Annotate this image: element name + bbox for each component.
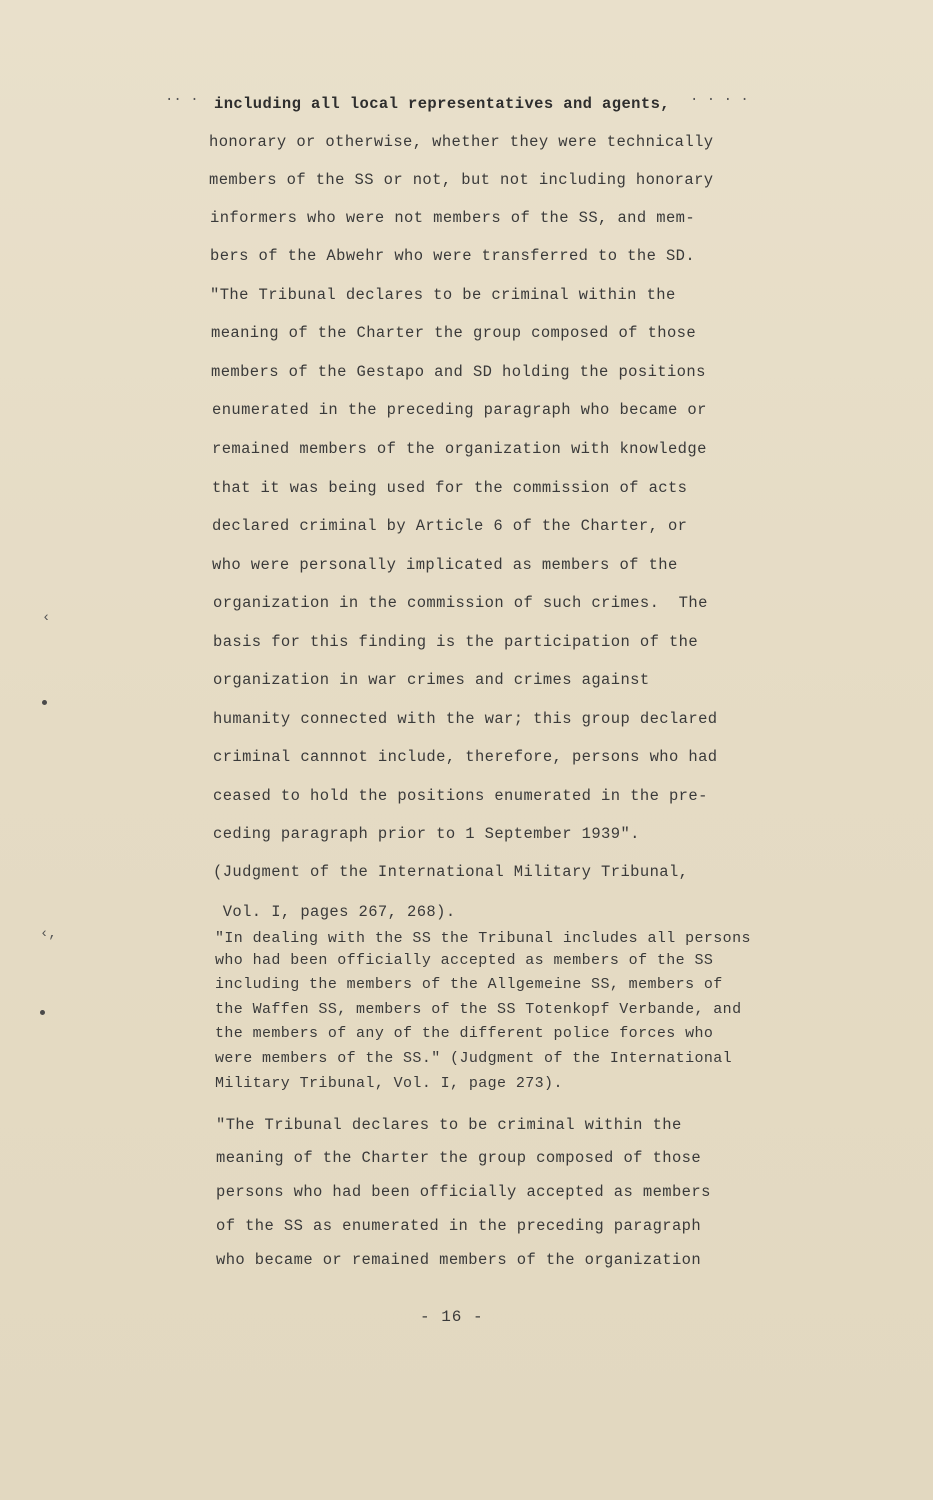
- margin-mark-c: ‹: [42, 610, 51, 626]
- text-line: "The Tribunal declares to be criminal within the: [210, 286, 676, 304]
- text-line: "The Tribunal declares to be criminal within the: [216, 1116, 682, 1134]
- text-line: of the SS as enumerated in the preceding paragraph: [216, 1217, 702, 1235]
- text-line: humanity connected with the war; this group declared: [213, 710, 718, 728]
- text-line: meaning of the Charter the group composed of those: [211, 324, 697, 342]
- text-line: enumerated in the preceding paragraph who became or: [212, 401, 707, 419]
- text-line: bers of the Abwehr who were transferred to the SD.: [210, 247, 696, 265]
- page-number: - 16 -: [420, 1308, 484, 1326]
- text-line: honorary or otherwise, whether they were technically: [209, 133, 714, 151]
- text-line: ceased to hold the positions enumerated in the pre-: [213, 787, 708, 805]
- text-line: including the members of the Allgemeine SS, members of: [215, 976, 723, 993]
- text-line: that it was being used for the commission of acts: [212, 479, 688, 497]
- text-line: who became or remained members of the organization: [216, 1251, 702, 1269]
- text-line: meaning of the Charter the group composed of those: [216, 1149, 702, 1167]
- margin-mark-top-left: ·· ·: [165, 92, 199, 108]
- text-line: remained members of the organization with knowledge: [212, 440, 707, 458]
- text-line: ceding paragraph prior to 1 September 1939".: [213, 825, 640, 843]
- text-line: informers who were not members of the SS, and mem-: [210, 209, 696, 227]
- margin-dot-2: [40, 1010, 45, 1015]
- text-line: who had been officially accepted as members of the SS: [215, 952, 714, 969]
- text-line: the Waffen SS, members of the SS Totenkopf Verbande, and: [215, 1001, 742, 1018]
- text-line: criminal cannnot include, therefore, persons who had: [213, 748, 718, 766]
- text-line: organization in the commission of such crimes. The: [213, 594, 708, 612]
- text-line: basis for this finding is the participation of the: [213, 633, 699, 651]
- text-line: were members of the SS." (Judgment of the International: [215, 1050, 733, 1067]
- text-line: persons who had been officially accepted as members: [216, 1183, 711, 1201]
- margin-mark-comma: ‹,: [40, 926, 57, 942]
- text-line: members of the Gestapo and SD holding the positions: [211, 363, 706, 381]
- text-line: declared criminal by Article 6 of the Charter, or: [212, 517, 688, 535]
- text-line: organization in war crimes and crimes against: [213, 671, 650, 689]
- text-line: Vol. I, pages 267, 268).: [213, 903, 456, 921]
- margin-mark-top-right: · · · ·: [690, 92, 749, 108]
- text-line: who were personally implicated as members of the: [212, 556, 678, 574]
- text-line: "In dealing with the SS the Tribunal includes all persons: [215, 930, 751, 947]
- text-line: Military Tribunal, Vol. I, page 273).: [215, 1075, 563, 1092]
- text-line: (Judgment of the International Military Tribunal,: [213, 863, 689, 881]
- text-line: members of the SS or not, but not including honorary: [209, 171, 714, 189]
- margin-dot-1: [42, 700, 47, 705]
- text-line: including all local representatives and agents,: [214, 95, 680, 113]
- text-line: the members of any of the different police forces who: [215, 1025, 714, 1042]
